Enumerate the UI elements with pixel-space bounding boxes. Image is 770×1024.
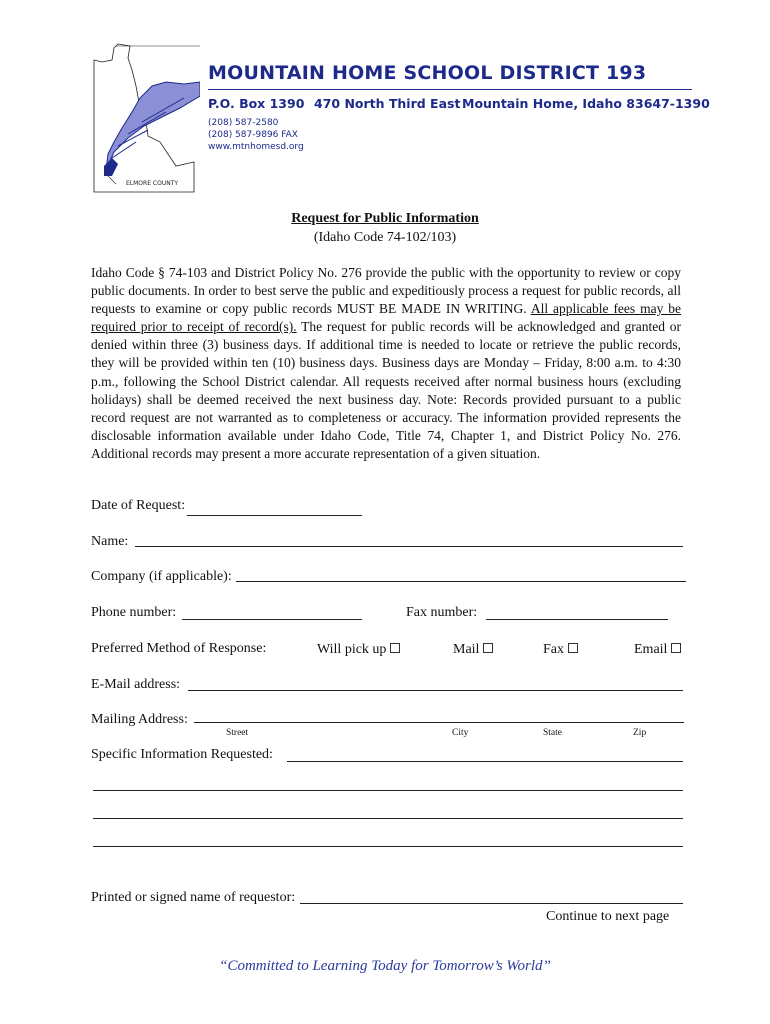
email-field[interactable] <box>188 690 683 691</box>
option-pickup[interactable] <box>317 642 400 658</box>
fax-label: Fax number: <box>406 605 478 620</box>
district-motto: “Committed to Learning Today for Tomorrow’s World” <box>219 958 551 974</box>
city-caption: City <box>452 728 469 738</box>
fax-field[interactable] <box>486 619 668 620</box>
specific-info-line-3[interactable] <box>93 818 683 819</box>
company-field[interactable] <box>236 581 686 582</box>
state-caption: State <box>543 728 562 738</box>
option-email-label: Email <box>634 642 668 657</box>
option-pickup-label: Will pick up <box>317 642 387 657</box>
name-field[interactable] <box>135 546 683 547</box>
continue-note: Continue to next page <box>546 909 670 924</box>
district-name: MOUNTAIN HOME SCHOOL DISTRICT 193 <box>208 62 647 84</box>
date-field[interactable] <box>187 515 362 516</box>
intro-paragraph <box>91 264 681 463</box>
method-label: Preferred Method of Response: <box>91 641 267 656</box>
company-label: Company (if applicable): <box>91 569 232 584</box>
specific-info-line-2[interactable] <box>93 790 683 791</box>
phone-label: Phone number: <box>91 605 177 620</box>
district-region <box>106 82 200 170</box>
intro-text-2: The request for public records will be acknowledged and granted or denied within three (3) business days. If additional time is needed to locate or retrieve the public records, they will be provided within ten (10) business days. Business days are Monday – Friday, 8:00 a.m. to 4:30 p.m., following the School District calendar. All requests received after normal business hours (excluding holidays) shall be deemed received the next business day. Note: Records provided pursuant to a public record request are not warranted as to completeness or accuracy. The information provided represents the disclosable information available under Idaho Code, Title 74, Chapter 1, and District Policy No. 276. Additional records may present a more accurate representation of a given situation. <box>91 319 681 461</box>
mailing-label: Mailing Address: <box>91 712 188 727</box>
street-caption: Street <box>226 728 249 738</box>
date-label: Date of Request: <box>91 498 186 513</box>
option-mail[interactable] <box>453 642 493 658</box>
fax-checkbox[interactable] <box>568 643 578 653</box>
zip-caption: Zip <box>633 728 647 738</box>
fees-notice: All applicable fees may be required prior to receipt of record(s). <box>91 301 681 335</box>
option-mail-label: Mail <box>453 642 480 657</box>
fax-number: (208) 587-9896 FAX <box>208 130 298 140</box>
city-line: Mountain Home, Idaho 83647-1390 <box>462 96 710 111</box>
form-title: Request for Public Information <box>291 211 479 226</box>
header-rule <box>208 89 692 90</box>
phone-number: (208) 587-2580 <box>208 118 279 128</box>
pickup-checkbox[interactable] <box>390 643 400 653</box>
option-fax-label: Fax <box>543 642 564 657</box>
website: www.mtnhomesd.org <box>208 142 304 152</box>
email-label: E-Mail address: <box>91 677 181 692</box>
mailing-address-field[interactable] <box>194 722 684 723</box>
option-email[interactable] <box>634 642 681 658</box>
email-checkbox[interactable] <box>671 643 681 653</box>
phone-field[interactable] <box>182 619 362 620</box>
specific-info-line-4[interactable] <box>93 846 683 847</box>
option-fax[interactable] <box>543 642 578 658</box>
district-map-logo <box>88 42 200 198</box>
po-box: P.O. Box 1390 <box>208 96 305 111</box>
signed-name-label: Printed or signed name of requestor: <box>91 890 296 905</box>
intro-text-1: Idaho Code § 74-103 and District Policy No. 276 provide the public with the opportunity to review or copy public documents. In order to best serve the public and expeditiously process a request for public records, all requests to examine or copy public records MUST BE MADE IN WRITING. <box>91 265 681 317</box>
signed-name-field[interactable] <box>300 903 683 904</box>
elmore-county <box>104 158 118 176</box>
county-label: ELMORE COUNTY <box>126 180 179 187</box>
street-address: 470 North Third East <box>314 96 461 111</box>
specific-info-label: Specific Information Requested: <box>91 747 273 762</box>
form-subtitle: (Idaho Code 74-102/103) <box>313 230 457 245</box>
mail-checkbox[interactable] <box>483 643 493 653</box>
name-label: Name: <box>91 534 129 549</box>
specific-info-field[interactable] <box>287 761 683 762</box>
